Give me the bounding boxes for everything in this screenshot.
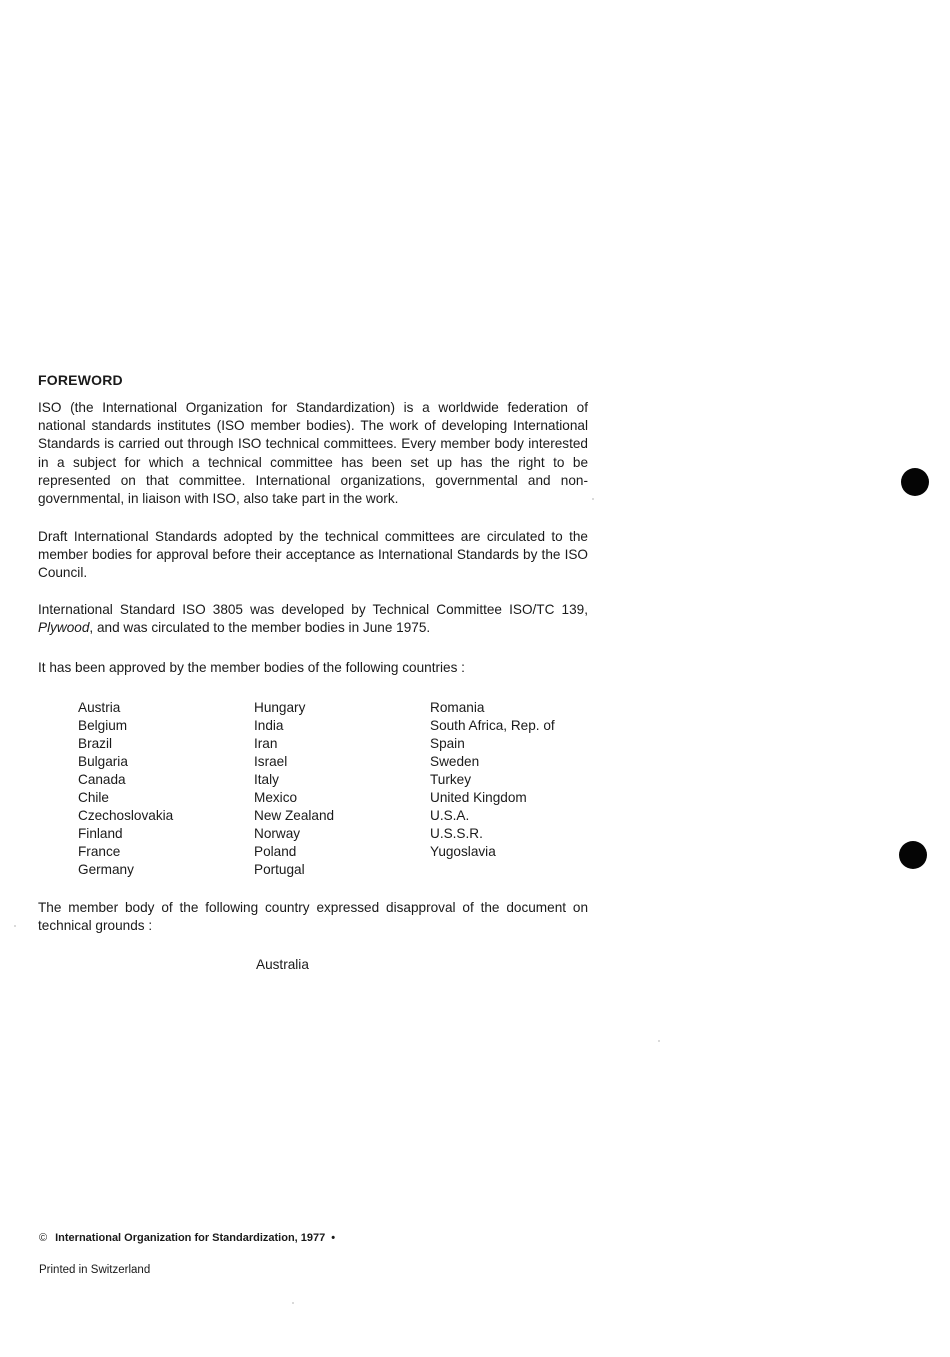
scan-speck: [658, 1040, 660, 1042]
country-item: Turkey: [430, 772, 472, 787]
development-title-italic: Plywood: [38, 620, 90, 636]
country-item: South Africa, Rep. of: [430, 718, 555, 733]
printed-in-line: Printed in Switzerland: [39, 1264, 151, 1276]
approval-intro: It has been approved by the member bodies of the following countries :: [38, 660, 465, 675]
country-item: Bulgaria: [78, 754, 128, 769]
country-item: Spain: [430, 736, 465, 751]
binder-hole-bottom: [899, 841, 927, 869]
disapproving-country: Australia: [256, 957, 309, 972]
country-item: Belgium: [78, 718, 128, 733]
foreword-paragraph-draft-standards: Draft International Standards adopted by the technical committees are circulated to the member bodies for approval before their acceptance as International Standards by the ISO Council.: [38, 529, 588, 581]
disapproval-intro: The member body of the following country expressed disapproval of the document on technical grounds :: [38, 900, 588, 934]
country-item: Iran: [254, 736, 278, 751]
country-item: Israel: [254, 754, 288, 769]
country-item: Chile: [78, 790, 109, 805]
country-item: U.S.S.R.: [430, 826, 483, 841]
country-item: Czechoslovakia: [78, 808, 174, 823]
scan-speck: [292, 1302, 294, 1304]
country-item: Canada: [78, 772, 126, 787]
country-item: Portugal: [254, 862, 305, 877]
country-item: Poland: [254, 844, 297, 859]
country-item: Austria: [78, 700, 121, 715]
copyright-symbol: ©: [39, 1232, 48, 1244]
country-item: Sweden: [430, 754, 480, 769]
foreword-heading: FOREWORD: [38, 372, 123, 388]
copyright-text: International Organization for Standardization, 1977: [55, 1232, 326, 1244]
country-item: Hungary: [254, 700, 306, 715]
country-item: India: [254, 718, 284, 733]
country-item: New Zealand: [254, 808, 335, 823]
development-text-before: International Standard ISO 3805 was developed by Technical Committee ISO/TC 139,: [38, 602, 588, 617]
copyright-line: [39, 1232, 335, 1244]
scan-speck: [592, 498, 594, 500]
country-item: France: [78, 844, 121, 859]
country-item: Mexico: [254, 790, 298, 805]
country-item: U.S.A.: [430, 808, 470, 823]
country-item: Yugoslavia: [430, 844, 496, 859]
copyright-bullet: •: [331, 1232, 336, 1244]
country-item: Germany: [78, 862, 134, 877]
country-list-column-3: [430, 699, 555, 861]
development-text-after: , and was circulated to the member bodies in June 1975.: [89, 620, 431, 636]
country-item: Romania: [430, 700, 485, 715]
country-list-column-2: [254, 699, 334, 879]
country-item: Norway: [254, 826, 301, 841]
binder-hole-top: [901, 468, 929, 496]
scan-speck: [14, 925, 16, 927]
foreword-paragraph-development: [38, 601, 588, 637]
country-list-column-1: [78, 699, 173, 879]
foreword-paragraph-iso-description: ISO (the International Organization for Standardization) is a worldwide federation of national standards institutes (ISO member bodies). The work of developing International Standards is carried out through ISO technical committees. Every member body interested in a subject for which a technical committee has been set up has the right to be represented on that committee. International organizations, governmental and non-governmental, in liaison with ISO, also take part in the work.: [38, 400, 588, 507]
country-item: Finland: [78, 826, 123, 841]
country-item: Italy: [254, 772, 279, 787]
country-item: Brazil: [78, 736, 112, 751]
country-item: United Kingdom: [430, 790, 527, 805]
